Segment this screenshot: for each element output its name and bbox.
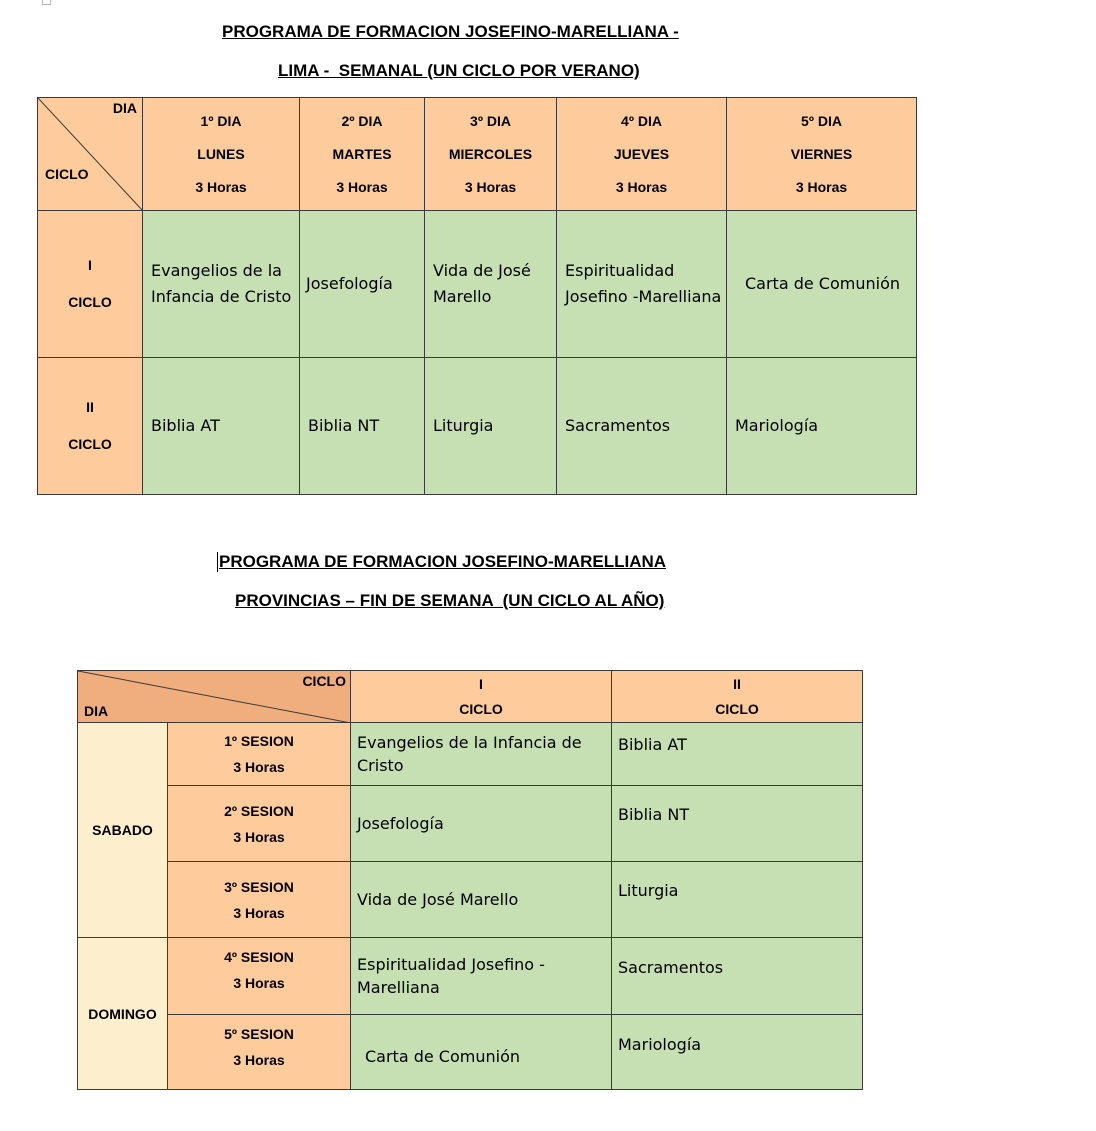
session-label-3: 3º SESION 3 Horas <box>168 862 351 938</box>
session-subject-cycle2: Biblia AT <box>612 723 863 786</box>
session-subject-cycle2: Mariología <box>612 1015 863 1090</box>
day-header-3: 3º DIA MIERCOLES 3 Horas <box>425 98 557 211</box>
weekend-schedule-table <box>77 670 863 1090</box>
text-cursor-mark <box>42 0 51 5</box>
lima-title-line2: LIMA - SEMANAL (UN CICLO POR VERANO) <box>278 61 640 80</box>
session-label-2: 2º SESION 3 Horas <box>168 786 351 862</box>
subject-cell: Biblia NT <box>300 358 425 495</box>
session-label-5: 5º SESION 3 Horas <box>168 1015 351 1090</box>
cycle-header-1: I CICLO <box>351 671 612 723</box>
corner-label-ciclo: CICLO <box>45 166 89 182</box>
weekly-row-cycle-2 <box>38 358 917 495</box>
subject-cell: Vida de José Marello <box>425 211 557 358</box>
session-subject-cycle1: Espiritualidad Josefino - Marelliana <box>351 938 612 1015</box>
cycle-label-2: II CICLO <box>38 358 143 495</box>
session-subject-cycle1: Evangelios de la Infancia de Cristo <box>351 723 612 786</box>
weekly-schedule-table <box>37 97 917 495</box>
session-subject-cycle2: Biblia NT <box>612 786 863 862</box>
cycle-header-2: II CICLO <box>612 671 863 723</box>
session-row-4 <box>78 938 863 1015</box>
lima-title-line1: PROGRAMA DE FORMACION JOSEFINO-MARELLIANA - <box>222 22 679 41</box>
day-header-1: 1º DIA LUNES 3 Horas <box>143 98 300 211</box>
day-label-sabado: SABADO <box>78 723 168 938</box>
session-label-1: 1º SESION 3 Horas <box>168 723 351 786</box>
corner-label-dia: DIA <box>84 703 109 719</box>
session-row-1 <box>78 723 863 786</box>
subject-cell: Carta de Comunión <box>727 211 917 358</box>
weekly-row-cycle-1 <box>38 211 917 358</box>
subject-cell: Liturgia <box>425 358 557 495</box>
session-label-4: 4º SESION 3 Horas <box>168 938 351 1015</box>
subject-cell: Espiritualidad Josefino -Marelliana <box>557 211 727 358</box>
weekly-header-row <box>38 98 917 211</box>
prov-title-line2: PROVINCIAS – FIN DE SEMANA (UN CICLO AL AÑO) <box>235 591 665 610</box>
subject-cell: Mariología <box>727 358 917 495</box>
weekend-header-row <box>78 671 863 723</box>
day-header-4: 4º DIA JUEVES 3 Horas <box>557 98 727 211</box>
session-subject-cycle2: Sacramentos <box>612 938 863 1015</box>
session-subject-cycle2: Liturgia <box>612 862 863 938</box>
session-row-2 <box>78 786 863 862</box>
subject-cell: Evangelios de la Infancia de Cristo <box>143 211 300 358</box>
prov-title-line1: PROGRAMA DE FORMACION JOSEFINO-MARELLIANA <box>219 552 667 571</box>
subject-cell: Sacramentos <box>557 358 727 495</box>
day-header-5: 5º DIA VIERNES 3 Horas <box>727 98 917 211</box>
session-subject-cycle1: Josefología <box>351 786 612 862</box>
corner-label-ciclo: CICLO <box>302 673 346 689</box>
session-row-3 <box>78 862 863 938</box>
subject-cell: Josefología <box>300 211 425 358</box>
session-subject-cycle1: Carta de Comunión <box>351 1015 612 1090</box>
corner-label-dia: DIA <box>112 100 137 116</box>
weekly-corner-cell <box>38 98 143 211</box>
weekend-corner-cell <box>78 671 351 723</box>
session-row-5 <box>78 1015 863 1090</box>
session-subject-cycle1: Vida de José Marello <box>351 862 612 938</box>
subject-cell: Biblia AT <box>143 358 300 495</box>
day-header-2: 2º DIA MARTES 3 Horas <box>300 98 425 211</box>
day-label-domingo: DOMINGO <box>78 938 168 1090</box>
cycle-label-1: I CICLO <box>38 211 143 358</box>
